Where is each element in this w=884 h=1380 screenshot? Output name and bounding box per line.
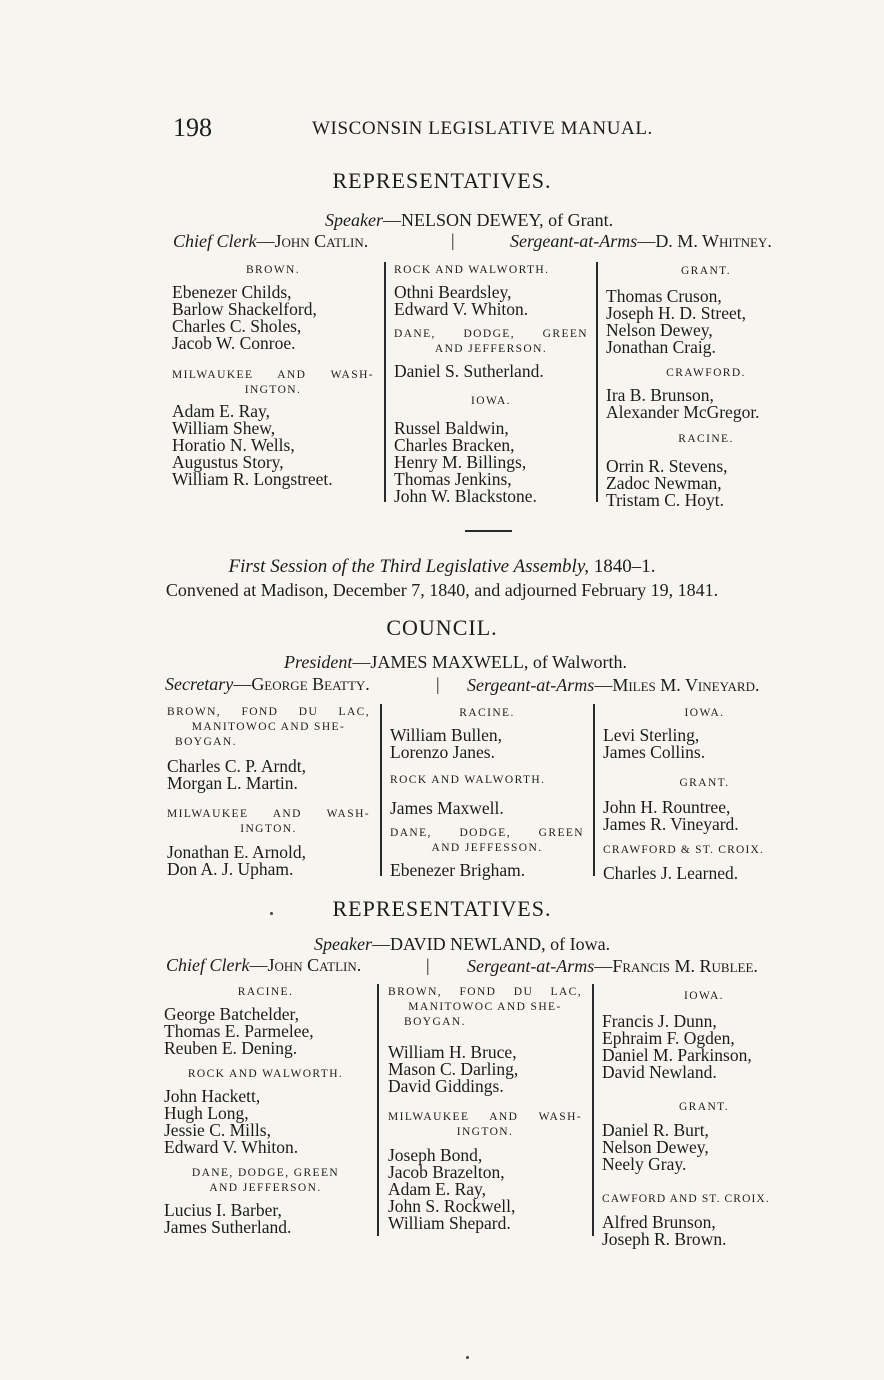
district-heading: MILWAUKEE AND WASH- <box>167 808 370 820</box>
clerk-title: Chief Clerk <box>173 231 257 251</box>
stray-mark <box>466 1356 469 1359</box>
district-heading: RACINE. <box>237 986 294 998</box>
column-rule <box>384 262 386 502</box>
district-heading: BROWN, FOND DU LAC, <box>388 986 582 998</box>
member-list <box>390 800 584 817</box>
member-name: Don A. J. Upham. <box>167 859 294 879</box>
district-heading-cont: MANITOWOC AND SHE- <box>191 721 346 733</box>
member-name: David Giddings. <box>388 1076 504 1096</box>
district-heading: IOWA. <box>471 395 511 407</box>
member-name: Hugh Long, <box>164 1103 249 1123</box>
rep1-officers-line <box>173 231 368 252</box>
rep2-column-2 <box>388 984 582 1232</box>
member-name: Ebenezer Childs, <box>172 282 292 302</box>
council-column-2 <box>390 704 584 879</box>
member-name: Thomas E. Parmelee, <box>164 1021 314 1041</box>
member-name: William Shepard. <box>388 1213 511 1233</box>
rep2-heading: REPRESENTATIVES. <box>332 896 552 921</box>
member-list <box>606 288 806 356</box>
member-list <box>388 1044 582 1095</box>
district-heading-cont: AND JEFFESSON. <box>431 842 543 854</box>
member-list <box>167 844 370 878</box>
district-heading: GRANT. <box>679 777 730 789</box>
rep1-column-3 <box>606 262 806 509</box>
sergeant-name: —Miles M. Vineyard. <box>594 675 760 695</box>
president-name: —JAMES MAXWELL, of Walworth. <box>352 652 628 672</box>
speaker-name: —NELSON DEWEY, of Grant. <box>382 210 614 230</box>
member-list <box>603 799 806 833</box>
section-divider <box>465 530 512 532</box>
member-name: William H. Bruce, <box>388 1042 517 1062</box>
member-name: William Shew, <box>172 418 276 438</box>
member-name: Reuben E. Dening. <box>164 1038 298 1058</box>
district-heading: BROWN. <box>245 264 301 276</box>
member-name: Barlow Shackelford, <box>172 299 317 319</box>
member-name: Daniel R. Burt, <box>602 1120 709 1140</box>
member-name: Ephraim F. Ogden, <box>602 1028 735 1048</box>
district-heading: DANE, DODGE, GREEN <box>390 827 584 839</box>
council-column-1 <box>167 704 370 878</box>
district-heading-cont: INGTON. <box>240 823 297 835</box>
member-name: Edward V. Whiton. <box>164 1137 299 1157</box>
member-list <box>606 458 806 509</box>
member-name: Jacob W. Conroe. <box>172 333 296 353</box>
district-heading: BROWN, FOND DU LAC, <box>167 706 370 718</box>
column-rule <box>592 984 594 1236</box>
member-name: Joseph Bond, <box>388 1145 483 1165</box>
secretary-name: —George Beatty. <box>233 674 370 694</box>
member-name: Charles C. P. Arndt, <box>167 756 307 776</box>
district-heading: MILWAUKEE AND WASH- <box>172 369 374 381</box>
district-heading-cont: INGTON. <box>456 1126 514 1138</box>
district-heading: DANE, DODGE, GREEN <box>394 328 588 340</box>
member-name: James Sutherland. <box>164 1217 292 1237</box>
column-rule <box>377 984 379 1236</box>
session-years: 1840–1. <box>588 556 656 577</box>
member-name: William Bullen, <box>390 725 503 745</box>
member-name: Francis J. Dunn, <box>602 1011 717 1031</box>
speaker-title: Speaker <box>325 210 383 230</box>
member-list <box>394 363 588 380</box>
member-name: Horatio N. Wells, <box>172 435 295 455</box>
member-name: John Hackett, <box>164 1086 261 1106</box>
member-name: Daniel M. Parkinson, <box>602 1045 752 1065</box>
clerk-name: —John Catlin. <box>256 231 369 251</box>
session-title-italic: First Session of the Third Legislative Assembly, <box>228 556 589 577</box>
member-name: Thomas Cruson, <box>606 286 722 306</box>
member-list <box>167 758 370 792</box>
member-name: Lorenzo Janes. <box>390 742 495 762</box>
member-name: James R. Vineyard. <box>603 814 739 834</box>
district-heading-cont: AND JEFFERSON. <box>209 1182 322 1194</box>
district-heading: CRAWFORD & ST. CROIX. <box>603 844 765 856</box>
rep2-officers-line <box>166 955 361 976</box>
member-name: Augustus Story, <box>172 452 284 472</box>
district-heading-cont: BOYGAN. <box>175 736 237 748</box>
member-name: Nelson Dewey, <box>602 1137 709 1157</box>
member-list <box>172 403 374 488</box>
president-title: President <box>284 652 353 672</box>
member-name: Orrin R. Stevens, <box>606 456 728 476</box>
officers-separator: | <box>426 955 430 975</box>
rep1-column-2 <box>394 262 588 505</box>
clerk-name: —John Catlin. <box>249 955 362 975</box>
member-name: Othni Beardsley, <box>394 282 512 302</box>
member-name: Ebenezer Brigham. <box>390 860 526 880</box>
member-list <box>164 1202 367 1236</box>
member-name: John H. Rountree, <box>603 797 731 817</box>
sergeant-title: Sergeant-at-Arms <box>467 675 595 695</box>
officers-separator: | <box>451 230 455 250</box>
speaker-title: Speaker <box>314 934 372 954</box>
rep1-speaker-line <box>325 210 613 231</box>
member-name: Jessie C. Mills, <box>164 1120 271 1140</box>
member-name: Charles J. Learned. <box>603 863 739 883</box>
sergeant-title: Sergeant-at-Arms <box>467 956 595 976</box>
member-name: Jonathan Craig. <box>606 337 716 357</box>
member-name: Jacob Brazelton, <box>388 1162 505 1182</box>
member-list <box>603 727 806 761</box>
member-name: Charles Bracken, <box>394 435 515 455</box>
page-number: 198 <box>173 113 212 142</box>
district-heading: IOWA. <box>684 707 725 719</box>
member-name: George Batchelder, <box>164 1004 300 1024</box>
district-heading: CAWFORD AND ST. CROIX. <box>602 1193 770 1205</box>
member-list <box>602 1214 806 1248</box>
district-heading: CRAWFORD. <box>666 367 746 379</box>
speaker-name: —DAVID NEWLAND, of Iowa. <box>371 934 611 954</box>
district-heading: ROCK AND WALWORTH. <box>187 1068 344 1080</box>
sergeant-name: —Francis M. Rublee. <box>594 956 758 976</box>
rep2-sergeant-line <box>467 956 758 977</box>
council-column-3 <box>603 704 806 882</box>
member-list <box>602 1013 806 1081</box>
rep2-column-3 <box>602 984 806 1248</box>
member-list <box>390 862 584 879</box>
member-list <box>394 420 588 505</box>
secretary-title: Secretary <box>165 674 234 694</box>
member-name: Zadoc Newman, <box>606 473 722 493</box>
member-name: Adam E. Ray, <box>172 401 271 421</box>
member-name: Morgan L. Martin. <box>167 773 298 793</box>
council-president-line <box>284 652 627 673</box>
member-list <box>602 1122 806 1173</box>
member-name: Tristam C. Hoyt. <box>606 490 724 510</box>
district-heading: MILWAUKEE AND WASH- <box>388 1111 582 1123</box>
member-name: Nelson Dewey, <box>606 320 713 340</box>
column-rule <box>593 704 595 876</box>
member-name: Thomas Jenkins, <box>394 469 512 489</box>
district-heading: ROCK AND WALWORTH. <box>394 264 550 276</box>
district-heading: GRANT. <box>678 1101 730 1113</box>
district-heading-cont: AND JEFFERSON. <box>434 343 548 355</box>
member-list <box>606 387 806 421</box>
officers-separator: | <box>436 674 440 694</box>
district-heading: GRANT. <box>680 265 732 277</box>
district-heading: ROCK AND WALWORTH. <box>390 774 546 786</box>
member-name: Henry M. Billings, <box>394 452 527 472</box>
rep2-column-1 <box>164 984 367 1236</box>
rep1-sergeant-line <box>510 231 772 252</box>
rep1-heading: REPRESENTATIVES. <box>332 168 552 193</box>
rep1-column-1 <box>172 262 374 488</box>
running-head: WISCONSIN LEGISLATIVE MANUAL. <box>312 118 653 139</box>
member-name: Alexander McGregor. <box>606 402 760 422</box>
member-list <box>388 1147 582 1232</box>
rep2-speaker-line <box>314 934 610 955</box>
member-name: James Maxwell. <box>390 798 504 818</box>
district-heading-cont: BOYGAN. <box>404 1016 466 1028</box>
member-list <box>603 865 806 882</box>
member-name: Edward V. Whiton. <box>394 299 529 319</box>
district-heading-cont: INGTON. <box>244 384 302 396</box>
sergeant-name: —D. M. Whitney. <box>637 231 772 251</box>
district-heading: RACINE. <box>459 707 515 719</box>
member-name: Russel Baldwin, <box>394 418 509 438</box>
member-name: Lucius I. Barber, <box>164 1200 282 1220</box>
session-title <box>0 556 884 578</box>
district-heading-cont: MANITOWOC AND SHE- <box>408 1001 562 1013</box>
column-rule <box>380 704 382 876</box>
member-name: David Newland. <box>602 1062 717 1082</box>
member-name: Mason C. Darling, <box>388 1059 519 1079</box>
member-name: John W. Blackstone. <box>394 486 537 506</box>
member-name: Levi Sterling, <box>603 725 700 745</box>
member-name: Neely Gray. <box>602 1154 687 1174</box>
clerk-title: Chief Clerk <box>166 955 250 975</box>
member-list <box>164 1006 367 1057</box>
member-name: Daniel S. Sutherland. <box>394 361 544 381</box>
sergeant-title: Sergeant-at-Arms <box>510 231 638 251</box>
member-list <box>172 284 374 352</box>
member-list <box>394 284 588 318</box>
member-name: Adam E. Ray, <box>388 1179 487 1199</box>
district-heading: IOWA. <box>684 990 724 1002</box>
member-name: Charles C. Sholes, <box>172 316 302 336</box>
district-heading: RACINE. <box>678 433 734 445</box>
member-name: Joseph H. D. Street, <box>606 303 746 323</box>
member-name: John S. Rockwell, <box>388 1196 516 1216</box>
member-name: Alfred Brunson, <box>602 1212 716 1232</box>
member-list <box>390 727 584 761</box>
column-rule <box>596 262 598 502</box>
council-heading: COUNCIL. <box>386 615 498 640</box>
member-name: Ira B. Brunson, <box>606 385 714 405</box>
council-sergeant-line <box>467 675 760 696</box>
member-name: James Collins. <box>603 742 706 762</box>
district-heading: DANE, DODGE, GREEN <box>191 1167 340 1179</box>
member-list <box>164 1088 367 1156</box>
member-name: Jonathan E. Arnold, <box>167 842 307 862</box>
council-secretary-line <box>165 674 370 695</box>
session-convened: Convened at Madison, December 7, 1840, and adjourned February 19, 1841. <box>165 580 719 600</box>
member-name: Joseph R. Brown. <box>602 1229 727 1249</box>
member-name: William R. Longstreet. <box>172 469 333 489</box>
